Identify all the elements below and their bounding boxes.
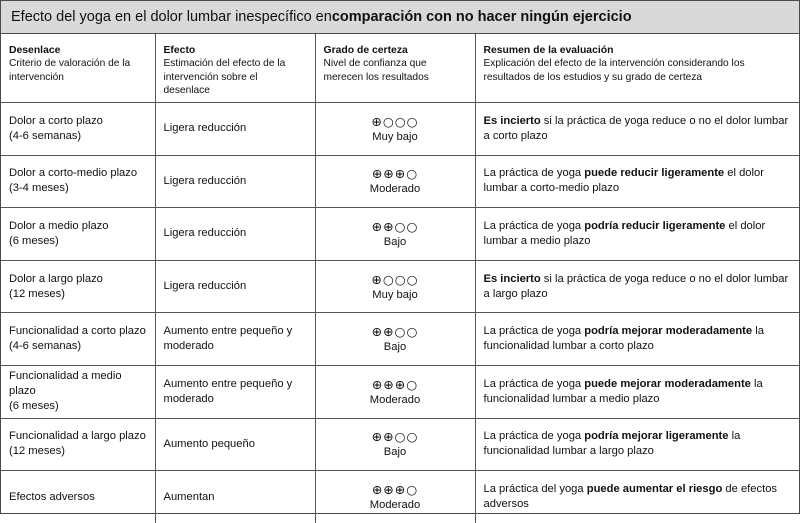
- summary-cell: [475, 471, 799, 523]
- header-effect: Efecto Estimación del efecto de la intervención sobre el desenlace: [155, 34, 315, 103]
- title-prefix: Efecto del yoga en el dolor lumbar inespecífico en: [11, 9, 332, 25]
- effect-text-cont: moderado: [163, 340, 214, 353]
- outcome-name: Funcionalidad a corto plazo: [9, 325, 146, 338]
- summary-pre: La práctica de yoga: [483, 219, 585, 232]
- certainty-rating-icon: ⊕⊕○○: [371, 429, 419, 445]
- certainty-cell: [315, 418, 475, 471]
- summary-pre: La práctica de yoga: [483, 325, 585, 338]
- outcome-cell: [1, 103, 155, 156]
- outcome-cell: [1, 418, 155, 471]
- certainty-level: Bajo: [383, 235, 407, 248]
- outcome-name: Funcionalidad a largo plazo: [9, 430, 146, 443]
- outcome-period: (3-4 meses): [9, 182, 69, 195]
- outcome-name: Dolor a largo plazo: [9, 272, 103, 285]
- effect-cell: [155, 155, 315, 208]
- summary-post: la funcionalidad lumbar a corto plazo: [483, 325, 764, 353]
- certainty-level: Muy bajo: [372, 288, 418, 301]
- certainty-rating-icon: ⊕⊕○○: [371, 324, 419, 340]
- effect-text: Ligera reducción: [163, 122, 247, 135]
- outcome-period: (6 meses): [9, 234, 59, 247]
- summary-post: la funcionalidad lumbar a medio plazo: [483, 377, 763, 405]
- certainty-level: Moderado: [369, 183, 421, 196]
- outcome-name: Funcionalidad a medio plazo: [9, 370, 122, 398]
- summary-bold: puede aumentar el riesgo: [586, 483, 723, 496]
- certainty-cell: [315, 313, 475, 366]
- summary-bold: podría mejorar ligeramente: [584, 430, 729, 443]
- certainty-cell: [315, 260, 475, 313]
- summary-cell: [475, 418, 799, 471]
- summary-cell: [475, 365, 799, 418]
- summary-cell: [475, 260, 799, 313]
- outcome-cell: [1, 260, 155, 313]
- effect-cell: [155, 103, 315, 156]
- table-row: [1, 365, 799, 418]
- summary-bold: podría reducir ligeramente: [584, 219, 726, 232]
- summary-post: si la práctica de yoga reduce o no el dolor lumbar a largo plazo: [483, 272, 789, 300]
- table-title: [1, 1, 799, 34]
- certainty-cell: [315, 208, 475, 261]
- certainty-level: Muy bajo: [372, 130, 418, 143]
- certainty-level: Bajo: [383, 446, 407, 459]
- effect-cell: [155, 365, 315, 418]
- certainty-rating-icon: ⊕⊕⊕○: [371, 166, 419, 182]
- summary-bold: Es incierto: [483, 114, 541, 127]
- summary-post: si la práctica de yoga reduce o no el dolor lumbar a corto plazo: [483, 114, 789, 142]
- summary-pre: La práctica de yoga: [483, 377, 585, 390]
- outcome-cell: [1, 365, 155, 418]
- summary-bold: podría mejorar moderadamente: [584, 325, 753, 338]
- table-row: [1, 208, 799, 261]
- effect-text: Aumento entre pequeño y: [163, 325, 293, 338]
- header-outcome: Desenlace Criterio de valoración de la intervención: [1, 34, 155, 103]
- certainty-rating-icon: ⊕⊕⊕○: [371, 376, 419, 392]
- certainty-rating-icon: ⊕⊕⊕○: [371, 482, 419, 498]
- effect-text: Aumento pequeño: [163, 437, 255, 450]
- certainty-rating-icon: ⊕○○○: [371, 113, 419, 129]
- certainty-cell: [315, 471, 475, 523]
- outcome-name: Dolor a corto-medio plazo: [9, 167, 138, 180]
- table-row: [1, 260, 799, 313]
- outcome-cell: [1, 313, 155, 366]
- summary-bold: puede reducir ligeramente: [584, 167, 725, 180]
- outcome-name: Efectos adversos: [9, 490, 95, 503]
- summary-post: el dolor lumbar a corto-medio plazo: [483, 167, 764, 195]
- effect-cell: [155, 260, 315, 313]
- summary-pre: La práctica de yoga: [483, 430, 585, 443]
- certainty-level: Bajo: [383, 341, 407, 354]
- outcome-period: (4-6 semanas): [9, 340, 82, 353]
- effect-cell: [155, 208, 315, 261]
- certainty-level: Moderado: [369, 393, 421, 406]
- summary-cell: [475, 313, 799, 366]
- outcome-name: Dolor a medio plazo: [9, 219, 109, 232]
- outcome-cell: [1, 471, 155, 523]
- outcome-name: Dolor a corto plazo: [9, 114, 103, 127]
- table-row: [1, 471, 799, 523]
- summary-post: de efectos adversos: [483, 483, 778, 511]
- effect-text: Aumentan: [163, 490, 215, 503]
- outcome-period: (4-6 semanas): [9, 129, 82, 142]
- effect-text: Ligera reducción: [163, 174, 247, 187]
- effect-text: Aumento entre pequeño y: [163, 377, 293, 390]
- table-row: [1, 418, 799, 471]
- summary-post: el dolor lumbar a medio plazo: [483, 219, 766, 247]
- effect-cell: [155, 418, 315, 471]
- outcome-period: (6 meses): [9, 400, 59, 413]
- outcome-cell: [1, 208, 155, 261]
- summary-pre: La práctica de yoga: [483, 167, 585, 180]
- summary-cell: [475, 103, 799, 156]
- header-summary: Resumen de la evaluación Explicación del efecto de la intervención considerando los resultados de los estudios y su grado de certeza: [475, 34, 799, 103]
- summary-cell: [475, 155, 799, 208]
- summary-cell: [475, 208, 799, 261]
- table-row: [1, 155, 799, 208]
- summary-bold: puede mejorar moderadamente: [584, 377, 751, 390]
- summary-bold: Es incierto: [483, 272, 541, 285]
- certainty-cell: [315, 155, 475, 208]
- summary-post: la funcionalidad lumbar a largo plazo: [483, 430, 741, 458]
- title-bold: comparación con no hacer ningún ejercicio: [331, 9, 632, 25]
- header-certainty: Grado de certeza Nivel de confianza que merecen los resultados: [315, 34, 475, 103]
- summary-pre: La práctica del yoga: [483, 483, 587, 496]
- certainty-cell: [315, 103, 475, 156]
- certainty-level: Moderado: [369, 499, 421, 512]
- table-row: [1, 313, 799, 366]
- certainty-rating-icon: ⊕⊕○○: [371, 218, 419, 234]
- header-row: [1, 34, 799, 103]
- effect-cell: [155, 313, 315, 366]
- outcome-period: (12 meses): [9, 445, 65, 458]
- effect-text: Ligera reducción: [163, 227, 247, 240]
- effect-text-cont: moderado: [163, 392, 214, 405]
- table-row: [1, 103, 799, 156]
- outcome-period: (12 meses): [9, 287, 65, 300]
- certainty-cell: [315, 365, 475, 418]
- effect-text: Ligera reducción: [163, 280, 247, 293]
- outcome-cell: [1, 155, 155, 208]
- certainty-rating-icon: ⊕○○○: [371, 271, 419, 287]
- results-table: [1, 34, 799, 523]
- effect-cell: [155, 471, 315, 523]
